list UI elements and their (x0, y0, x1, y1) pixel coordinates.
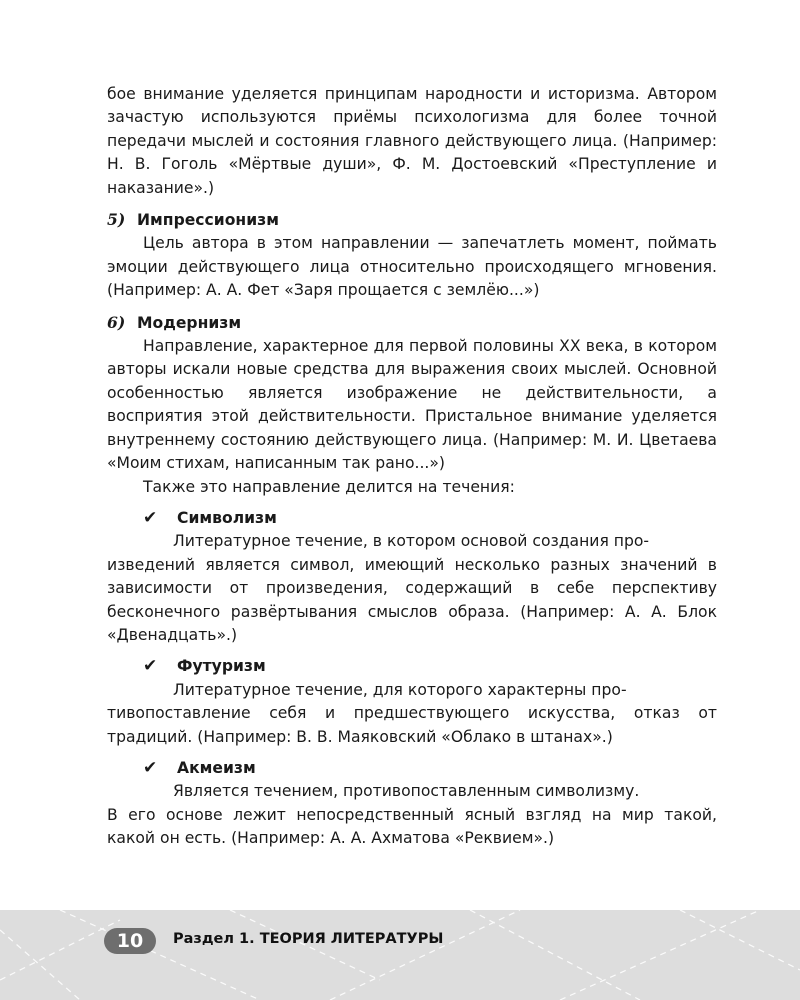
checkmark-icon: ✔ (143, 757, 158, 778)
current-text-futurism (107, 679, 717, 749)
current-text-acmeism (107, 780, 717, 850)
opening-paragraph: бое внимание уделяется принципам народности и историзма. Автором зачастую используются приёмы психологизма для более точной передачи мыслей и состояния главного действующего лица. (Например: Н. В. Гоголь «Мёртвые души», Ф. М. Достоевский «Преступление и наказание».) (107, 85, 717, 197)
current-heading-futurism (143, 655, 717, 678)
section-number: 5) (107, 210, 126, 230)
checkmark-icon: ✔ (143, 656, 158, 677)
section-title: Импрессионизм (137, 211, 279, 230)
current-text-first-line: Литературное течение, в котором основой создания про- (173, 532, 650, 551)
current-text-symbolism (107, 530, 717, 647)
page-footer (0, 910, 800, 1000)
section-heading-modernism (107, 311, 717, 335)
current-title: Символизм (177, 508, 277, 527)
section-text-modernism: Направление, характерное для первой половины XX века, в котором авторы искали новые средства для выражения своих мыслей. Основной особенностью является изображение не действительности, а восприятия этой действительности. Пристальное внимание уделяется внутреннему состоянию действующего лица. (Например: М. И. Цветаева «Моим стихам, написанным так рано...») (107, 337, 717, 473)
currents-intro: Также это направление делится на течения: (143, 477, 515, 496)
current-heading-symbolism (143, 507, 717, 530)
section-heading-impressionism (107, 208, 717, 232)
page-number-badge: 10 (104, 928, 156, 954)
current-text-rest: изведений является символ, имеющий несколько разных значений в зависимости от произведения, содержащий в себе перспективу бесконечного развёртывания смыслов образа. (Например: А. А. Блок «Двенадцать».) (107, 555, 717, 644)
current-text-rest: В его основе лежит непосредственный ясный взгляд на мир такой, какой он есть. (Например: А. А. Ахматова «Реквием».) (107, 805, 717, 848)
current-text-first-line: Является течением, противопоставленным символизму. (173, 782, 640, 801)
current-text-first-line: Литературное течение, для которого характерны про- (173, 680, 627, 699)
current-heading-acmeism (143, 757, 717, 780)
section-text-impressionism: Цель автора в этом направлении — запечатлеть момент, поймать эмоции действующего лица относительно происходящего мгновения. (Например: А. А. Фет «Заря прощается с землёю...») (107, 234, 717, 300)
page-body (107, 83, 717, 851)
footer-pattern (0, 910, 800, 1000)
running-section-title: Раздел 1. ТЕОРИЯ ЛИТЕРАТУРЫ (173, 931, 444, 947)
current-title: Футуризм (177, 657, 266, 676)
current-title: Акмеизм (177, 758, 256, 777)
checkmark-icon: ✔ (143, 507, 158, 528)
section-number: 6) (107, 312, 126, 332)
section-title: Модернизм (137, 313, 242, 332)
current-text-rest: тивопоставление себя и предшествующего искусства, отказ от традиций. (Например: В. В. Маяковский «Облако в штанах».) (107, 704, 717, 746)
